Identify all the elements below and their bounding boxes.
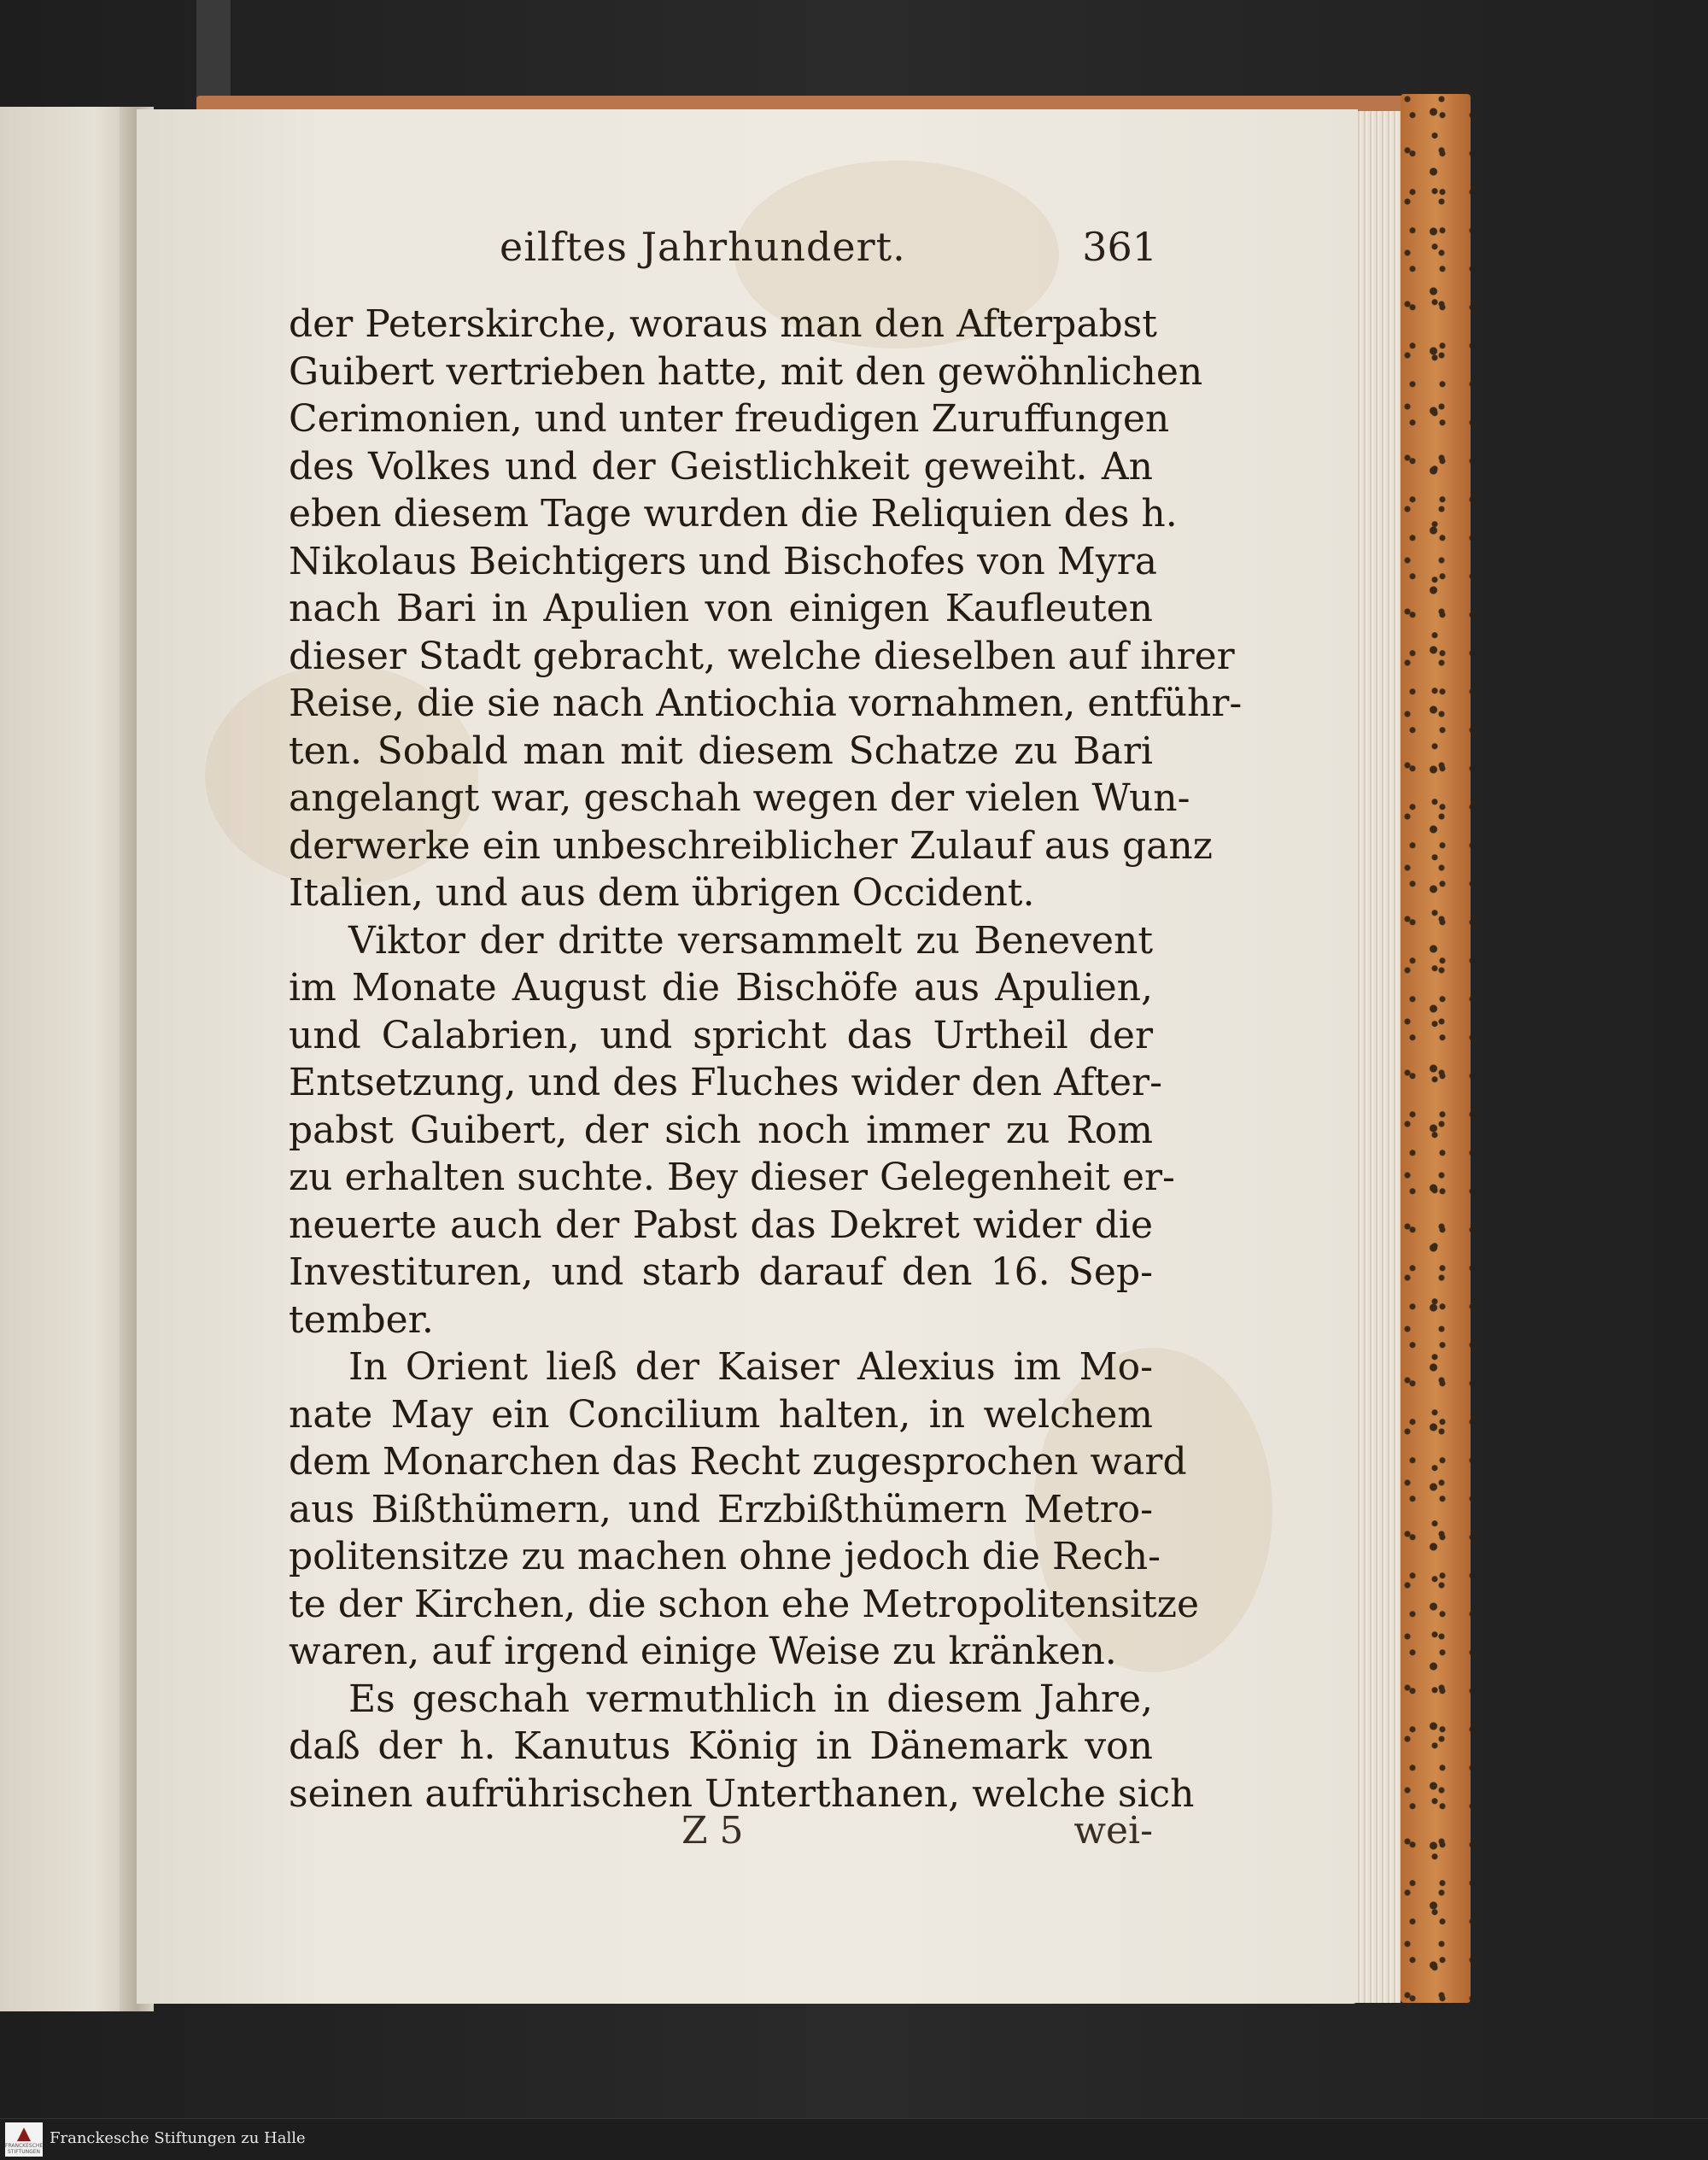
text-line: Nikolaus Beichtigers und Bischofes von Myra <box>289 539 1157 583</box>
text-line: neuerte auch der Pabst das Dekret wider die <box>289 1203 1153 1247</box>
text-line: Investituren, und starb darauf den 16. Sep- <box>289 1250 1153 1294</box>
text-line: politensitze zu machen ohne jedoch die Rech- <box>289 1535 1161 1578</box>
text-line: Viktor der dritte versammelt zu Benevent <box>348 918 1153 963</box>
text-line: derwerke ein unbeschreiblicher Zulauf aus ganz <box>289 823 1213 868</box>
text-line: angelangt war, geschah wegen der vielen Wun- <box>289 776 1190 820</box>
text-line: des Volkes und der Geistlichkeit geweiht. An <box>289 444 1153 489</box>
logo-emblem-icon <box>17 2128 31 2141</box>
text-line: Guibert vertrieben hatte, mit den gewöhnlichen <box>289 349 1203 394</box>
text-line: der Peterskirche, woraus man den Afterpabst <box>289 302 1157 346</box>
text-line: ten. Sobald man mit diesem Schatze zu Bari <box>289 729 1153 773</box>
running-header <box>282 224 1157 275</box>
text-line: Es geschah vermuthlich in diesem Jahre, <box>348 1677 1153 1721</box>
page-footer <box>289 1809 1153 1856</box>
text-line: daß der h. Kanutus König in Dänemark von <box>289 1724 1153 1768</box>
institution-name: Franckesche Stiftungen zu Halle <box>50 2129 306 2147</box>
text-line: nate May ein Concilium halten, in welchem <box>289 1392 1153 1437</box>
text-line: zu erhalten suchte. Bey dieser Gelegenheit er- <box>289 1156 1175 1199</box>
text-line: te der Kirchen, die schon ehe Metropolitensitze <box>289 1582 1199 1626</box>
header-title: eilftes Jahrhundert. <box>500 224 906 270</box>
background-spine <box>196 0 231 111</box>
page-number: 361 <box>1082 224 1157 270</box>
text-line: dem Monarchen das Recht zugesprochen ward <box>289 1440 1187 1484</box>
text-line: seinen aufrührischen Unterthanen, welche sich <box>289 1771 1195 1816</box>
text-line: aus Bißthümern, und Erzbißthümern Metro- <box>289 1487 1153 1531</box>
institution-logo <box>5 2122 43 2157</box>
text-line: Reise, die sie nach Antiochia vornahmen, entführ- <box>289 682 1243 725</box>
text-line: dieser Stadt gebracht, welche dieselben auf ihrer <box>289 634 1235 678</box>
text-line: eben diesem Tage wurden die Reliquien des h. <box>289 492 1178 536</box>
page-body-text <box>289 301 1243 1818</box>
book-cover-board <box>1401 94 1471 2003</box>
text-line: waren, auf irgend einige Weise zu kränken. <box>289 1630 1117 1673</box>
text-line: und Calabrien, und spricht das Urtheil der <box>289 1013 1153 1057</box>
status-bar <box>0 2118 1708 2160</box>
catchword: wei- <box>1073 1809 1153 1853</box>
text-line: Cerimonien, und unter freudigen Zuruffungen <box>289 397 1170 441</box>
text-line: Entsetzung, und des Fluches wider den After- <box>289 1061 1162 1104</box>
text-line: In Orient ließ der Kaiser Alexius im Mo- <box>348 1345 1153 1389</box>
left-page <box>0 107 135 2011</box>
text-line: im Monate August die Bischöfe aus Apulien, <box>289 966 1153 1010</box>
text-line: pabst Guibert, der sich noch immer zu Rom <box>289 1108 1153 1152</box>
text-line: Italien, und aus dem übrigen Occident. <box>289 871 1035 915</box>
text-line: tember. <box>289 1297 434 1342</box>
logo-text: FRANCKESCHE STIFTUNGEN <box>5 2143 44 2155</box>
signature-mark: Z 5 <box>681 1809 744 1853</box>
text-line: nach Bari in Apulien von einigen Kaufleuten <box>289 587 1153 630</box>
